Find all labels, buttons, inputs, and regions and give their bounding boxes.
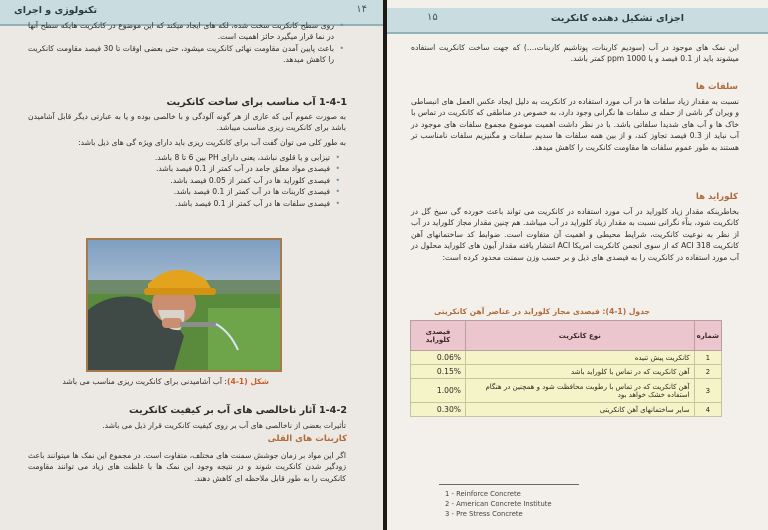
- footnote-3: 3 - Pre Stress Concrete: [445, 509, 523, 518]
- intro-bullet-1: • روی سطح کانکریت سخت شده، لکه های ایجاد میکند که این موضوع در کانکریت هایکه سطح آنها در نما قرار میگیرد حائز اهمیت است.: [28, 20, 344, 43]
- table-cell-number: 3: [694, 379, 721, 403]
- left-page-number: ۱۴: [356, 4, 367, 15]
- section-2-title: 1-4-2 آثار ناخالصی های آب بر کیفیت کانکریت: [129, 405, 347, 416]
- left-page-header-title: تکنولوژی و اجرای: [14, 5, 98, 16]
- footnote-1: 1 - Reinforce Concrete: [445, 490, 521, 498]
- water-spec-item: • تیزابی و یا قلوی نباشد، یعنی دارای PH بین 6 تا 8 باشد.: [90, 152, 340, 163]
- figure-caption-label: شکل (1-4): [226, 377, 269, 386]
- table-row: [411, 379, 722, 403]
- table-header-concrete-type: نوع کانکریت: [466, 321, 695, 351]
- water-spec-item: • فیصدی کاربنات ها در آب کمتر از 0.1 فیصد باشد.: [90, 186, 340, 197]
- intro-bullet-2: • باعث پایین آمدن مقاومت نهائی کانکریت میشود، حتی بعضی اوقات تا 30 فیصد مقاومت کانکریت را کاهش میدهد.: [28, 43, 344, 66]
- intro-bullet-list: [28, 20, 344, 66]
- table-header-number: شماره: [694, 321, 721, 351]
- figure-caption-text: : آب آشامیدنی برای کانکریت ریزی مناسب می باشد: [62, 377, 227, 386]
- photo-illustration: [88, 240, 280, 370]
- table-header-chloride-percent: فیصدی کلوراید: [411, 321, 466, 351]
- water-spec-list: [90, 152, 340, 209]
- right-page-header-title: اجزای تشکیل دهنده کانکریت: [550, 13, 684, 24]
- table-cell-type: کانکریت پیش تنیده: [466, 351, 695, 365]
- water-spec-item: • فیصدی کلوراید ها در آب کمتر از 0.05 فیصد باشد.: [90, 175, 340, 186]
- right-page-header: [387, 8, 768, 34]
- table-cell-type: آهن کانکریت که در تماس با رطوبت محافظت شود و همچنین در هنگام استفاده خشک خواهد بود: [466, 379, 695, 403]
- footnote-divider: [439, 484, 579, 485]
- footnote-2: 2 - American Concrete Institute: [445, 499, 552, 508]
- sulfates-title: سلفات ها: [695, 82, 738, 92]
- alkali-carbonates-body: اگر این مواد بر زمان جوشش سمنت های مختلف، متفاوت است. در مجموع این نمک ها میتوانند باعث زودگیر شدن کانکریت شوند و در نتیجه وجود این نمک ها با غلظت های زیاد می توانند مقاومت کانکریت را به طور قابل ملاحظه ای کاهش دهند.: [28, 451, 346, 483]
- table-row: [411, 351, 722, 365]
- section-1-title: 1-4-1 آب مناسب برای ساخت کانکریت: [166, 97, 347, 108]
- table-row: [411, 365, 722, 379]
- right-page-number: ۱۵: [427, 12, 438, 23]
- alkali-carbonates-subtitle: کاربنات های القلی: [267, 434, 347, 444]
- table-cell-percent: 1.00%: [411, 379, 466, 403]
- table-cell-number: 2: [694, 365, 721, 379]
- left-page: [0, 0, 383, 530]
- sulfates-body: نسبت به مقدار زیاد سلفات ها در آب مورد استفاده در کانکریت به دلیل ایجاد عکس العمل های انبساطی و ویران گر ناشی از حمله ی سلفات ها نگرانی وجود دارد، به خصوص در مناطقی که کانکریت در تماس با خاک ها و آب های شدیدا سلفاتی باشد. با در نظر داشت اهمیت موضوع مجموع سلفات های موجود در آب نباید از 0.3 فیصد تجاوز کند، و از بین همه سلفات ها سدیم سلفات و مگنیزیم سلفات نامناسب تر هستند به طور عموم سلفات ها مقاومت کانکریت را کاهش میدهد.: [411, 97, 739, 152]
- table-row: [411, 403, 722, 417]
- table-header-row: [411, 321, 722, 351]
- chlorides-body: بخاطرینکه مقدار زیاد کلوراید در آب مورد استفاده در کانکریت می تواند باعث خورده گی سیخ گل در کانکریت شود، بناًء نگرانی نسبت به مقدار زیاد کلوراید در آب میباشد. هم چنین مقدار مجاز کلوراید در آب از نظر به نوعیت کانکریت، شرایط محیطی و اهمیت آن متفاوت است. ضوابط کد ساختمانهای آهن کانکریت ACI 318 که از سوی انجمن کانکریت امریکا ACI انتشار یافته مقدار آیون های کلوراید محلول در آب مورد استفاده در کانکریت را به فیصدی های ذیل و بر حسب وزن سمنت محدود کرده است:: [411, 207, 740, 262]
- chloride-table-title: جدول (1-4): فیصدی مجاز کلوراید در عناصر آهن کانکریتی: [434, 307, 650, 316]
- chlorides-title: کلوراید ها: [695, 192, 738, 202]
- right-page: [387, 0, 768, 530]
- table-cell-type: سایر ساختمانهای آهن کانکریتی: [466, 403, 695, 417]
- table-cell-percent: 0.06%: [411, 351, 466, 365]
- table-cell-type: آهن کانکریت که در تماس با کلوراید باشد: [466, 365, 695, 379]
- footnotes: [445, 490, 552, 519]
- table-cell-number: 4: [694, 403, 721, 417]
- water-spec-item: • فیصدی مواد معلق جامد در آب کمتر از 0.1 فیصد باشد.: [90, 163, 340, 174]
- section-2-paragraph: تأثیرات بعضی از ناخالصی های آب بر روی کیفیت کانکریت قرار ذیل می باشد.: [102, 421, 346, 430]
- table-cell-number: 1: [694, 351, 721, 365]
- chloride-limits-table: [410, 320, 722, 417]
- right-intro-paragraph: این نمک های موجود در آب (سودیم کاربنات، پوتاشیم کاربنات،...) که جهت ساخت کانکریت استفاده میشوند باید از 0.1 فیصد و یا 1000 ppm کمتر باشد.: [411, 43, 739, 64]
- table-cell-percent: 0.15%: [411, 365, 466, 379]
- section-1-spec-intro: به طور کلی می توان گفت آب برای کانکریت ریزی باید دارای ویژه گی های ذیل باشد:: [78, 138, 346, 147]
- worker-drinking-water-photo: [86, 238, 282, 372]
- section-1-paragraph: به صورت عموم آبی که عاری از هر گونه آلودگی و با خالصی بوده و یا به عبارتی دیگر قابل آشامیدن باشد برای کانکریت ریزی مناسب میباشد.: [28, 112, 346, 133]
- table-cell-percent: 0.30%: [411, 403, 466, 417]
- figure-caption: [62, 377, 269, 386]
- water-spec-item: • فیصدی سلفات ها در آب کمتر از 0.1 فیصد باشد.: [90, 198, 340, 209]
